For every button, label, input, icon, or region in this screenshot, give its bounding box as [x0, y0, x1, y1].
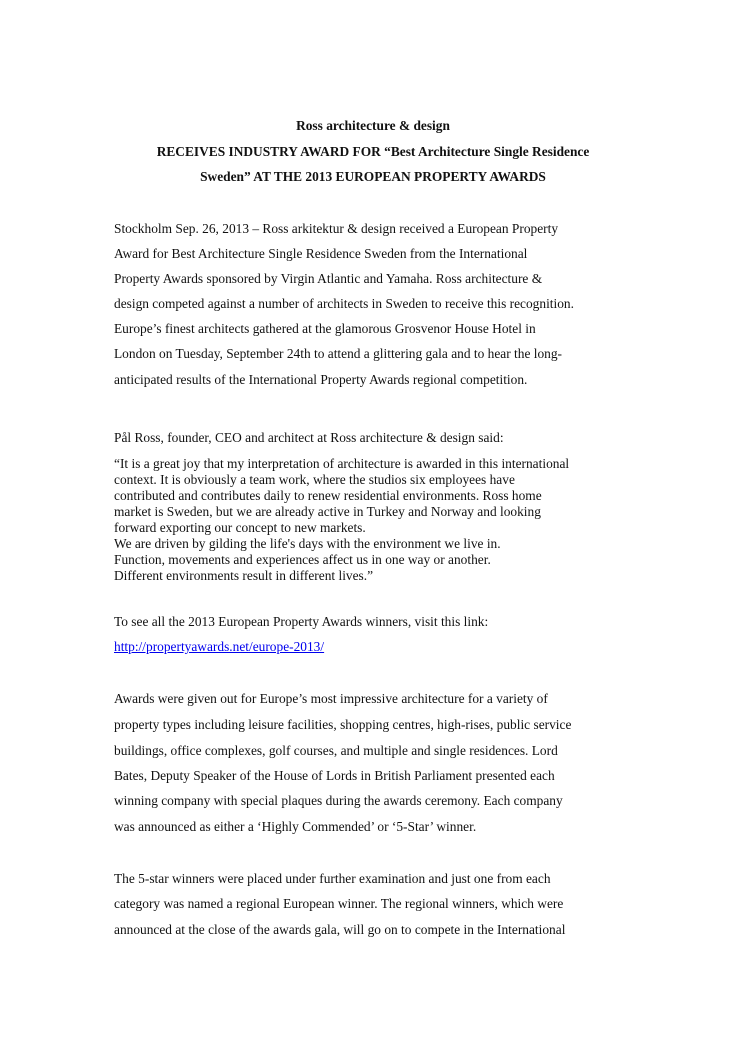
awards-line: property types including leisure facilities, shopping centres, high-rises, public service — [114, 717, 572, 732]
awards-line: Awards were given out for Europe’s most impressive architecture for a variety of — [114, 691, 548, 706]
intro-line: Property Awards sponsored by Virgin Atlantic and Yamaha. Ross architecture & — [114, 271, 543, 286]
awards-line: was announced as either a ‘Highly Commended’ or ‘5-Star’ winner. — [114, 819, 477, 834]
quote-line: Function, movements and experiences affect us in one way or another. — [114, 552, 491, 567]
fivestar-line: announced at the close of the awards gala, will go on to compete in the International — [114, 922, 566, 937]
intro-line: design competed against a number of architects in Sweden to receive this recognition. — [114, 296, 574, 311]
winners-link[interactable]: http://propertyawards.net/europe-2013/ — [114, 639, 325, 654]
heading-company: Ross architecture & design — [296, 118, 450, 133]
awards-line: Bates, Deputy Speaker of the House of Lords in British Parliament presented each — [114, 768, 555, 783]
awards-line: winning company with special plaques during the awards ceremony. Each company — [114, 793, 563, 808]
heading-award-line1: RECEIVES INDUSTRY AWARD FOR “Best Architecture Single Residence — [156, 144, 590, 159]
quote-line: forward exporting our concept to new markets. — [114, 520, 366, 535]
quote-line: Different environments result in different lives.” — [114, 568, 374, 583]
fivestar-line: category was named a regional European winner. The regional winners, which were — [114, 896, 564, 911]
quote-line: We are driven by gilding the life's days with the environment we live in. — [114, 536, 501, 551]
intro-line: London on Tuesday, September 24th to attend a glittering gala and to hear the long- — [114, 346, 562, 361]
quote-line: “It is a great joy that my interpretation of architecture is awarded in this international — [114, 456, 570, 471]
heading-award-line2: Sweden” AT THE 2013 EUROPEAN PROPERTY AWARDS — [200, 169, 546, 184]
intro-line: anticipated results of the International Property Awards regional competition. — [114, 372, 528, 387]
intro-line: Award for Best Architecture Single Residence Sweden from the International — [114, 246, 528, 261]
quote-line: context. It is obviously a team work, where the studios six employees have — [114, 472, 515, 487]
awards-line: buildings, office complexes, golf courses, and multiple and single residences. Lord — [114, 743, 558, 758]
quote-line: contributed and contributes daily to renew residential environments. Ross home — [114, 488, 542, 503]
fivestar-line: The 5-star winners were placed under further examination and just one from each — [114, 871, 551, 886]
winners-text: To see all the 2013 European Property Awards winners, visit this link: — [114, 614, 489, 629]
intro-line: Stockholm Sep. 26, 2013 – Ross arkitektur & design received a European Property — [114, 221, 559, 236]
quote-line: market is Sweden, but we are already active in Turkey and Norway and looking — [114, 504, 541, 519]
quote-attribution: Pål Ross, founder, CEO and architect at Ross architecture & design said: — [114, 430, 504, 445]
intro-line: Europe’s finest architects gathered at the glamorous Grosvenor House Hotel in — [114, 321, 536, 336]
